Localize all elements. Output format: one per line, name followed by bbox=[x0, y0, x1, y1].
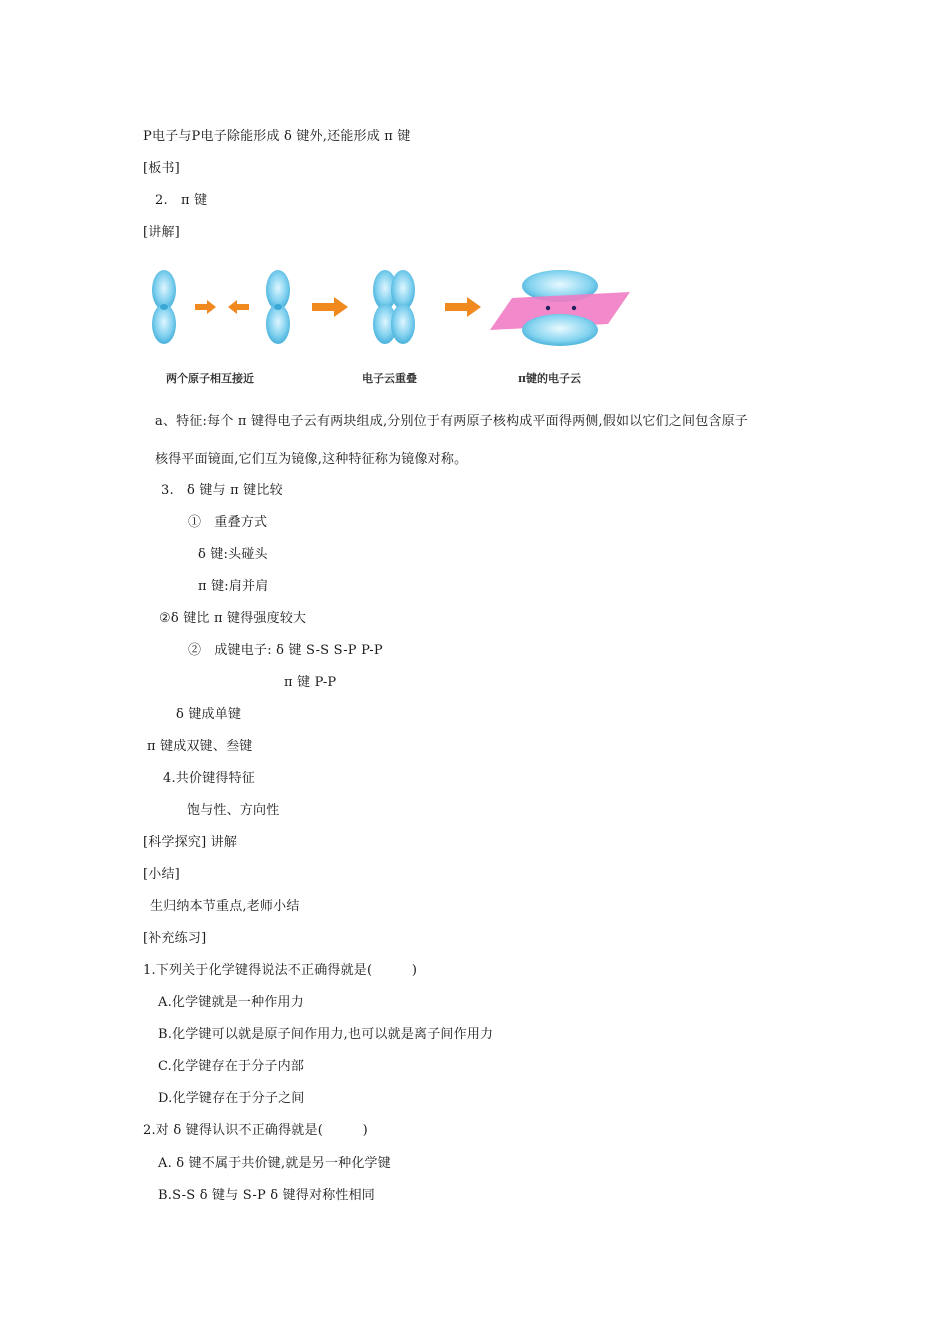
text-line-9: δ 键:头碰头 bbox=[198, 547, 268, 562]
text-line-19: [小结] bbox=[143, 867, 180, 882]
question-1: 1.下列关于化学键得说法不正确得就是( ) bbox=[143, 963, 418, 978]
text-line-15: π 键成双键、叁键 bbox=[147, 739, 253, 754]
overlapping-orbitals bbox=[373, 270, 415, 344]
question-2-option-b: B.S-S δ 键与 S-P δ 键得对称性相同 bbox=[158, 1188, 376, 1203]
process-arrow-2 bbox=[445, 297, 481, 317]
caption-approach: 两个原子相互接近 bbox=[166, 372, 254, 385]
text-line-1: P电子与P电子除能形成 δ 键外,还能形成 π 键 bbox=[143, 129, 411, 144]
text-line-18: [科学探究] 讲解 bbox=[143, 835, 238, 850]
text-line-13: π 键 P-P bbox=[284, 675, 337, 690]
caption-overlap: 电子云重叠 bbox=[362, 372, 417, 385]
p-orbital-right bbox=[266, 270, 290, 344]
caption-pi-cloud: π键的电子云 bbox=[518, 372, 582, 385]
text-line-16: 4.共价键得特征 bbox=[163, 771, 256, 786]
text-line-21: [补充练习] bbox=[143, 931, 207, 946]
pi-bond-cloud bbox=[490, 270, 630, 346]
text-line-3: 2. π 键 bbox=[155, 193, 208, 208]
question-1-option-a: A.化学键就是一种作用力 bbox=[158, 995, 304, 1010]
text-line-17: 饱与性、方向性 bbox=[187, 803, 280, 818]
question-1-option-d: D.化学键存在于分子之间 bbox=[158, 1091, 305, 1106]
text-line-6: 核得平面镜面,它们互为镜像,这种特征称为镜像对称。 bbox=[155, 452, 468, 467]
text-line-7: 3. δ 键与 π 键比较 bbox=[161, 483, 283, 498]
approach-arrow-left bbox=[228, 300, 249, 314]
text-line-10: π 键:肩并肩 bbox=[198, 579, 269, 594]
process-arrow-1 bbox=[312, 297, 348, 317]
question-2-option-a: A. δ 键不属于共价键,就是另一种化学键 bbox=[158, 1156, 391, 1171]
text-line-14: δ 键成单键 bbox=[176, 707, 242, 722]
question-1-option-c: C.化学键存在于分子内部 bbox=[158, 1059, 305, 1074]
p-orbital-left bbox=[152, 270, 176, 344]
text-line-8: ① 重叠方式 bbox=[188, 515, 268, 530]
text-line-11: ②δ 键比 π 键得强度较大 bbox=[159, 611, 307, 626]
text-line-2: [板书] bbox=[143, 161, 180, 176]
text-line-4: [讲解] bbox=[143, 225, 180, 240]
text-line-12: ② 成键电子: δ 键 S-S S-P P-P bbox=[188, 643, 383, 658]
approach-arrow-right bbox=[195, 300, 216, 314]
text-line-5: a、特征:每个 π 键得电子云有两块组成,分别位于有两原子核构成平面得两侧,假如以它们之间包含原子 bbox=[155, 414, 749, 429]
question-1-option-b: B.化学键可以就是原子间作用力,也可以就是离子间作用力 bbox=[158, 1027, 494, 1042]
pi-bond-diagram bbox=[140, 258, 640, 393]
text-line-20: 生归纳本节重点,老师小结 bbox=[150, 899, 300, 914]
question-2: 2.对 δ 键得认识不正确得就是( ) bbox=[143, 1123, 368, 1138]
